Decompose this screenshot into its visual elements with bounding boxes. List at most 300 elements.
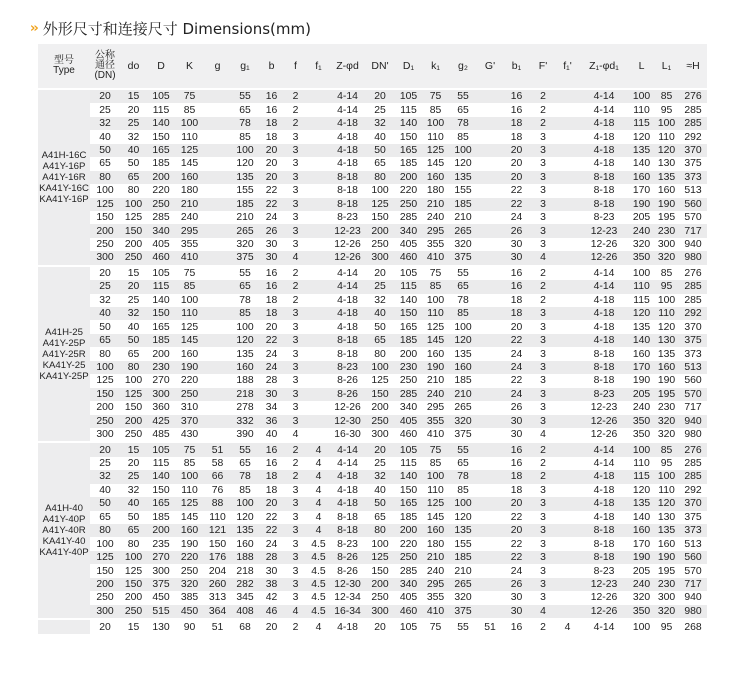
table-cell: 32 [120,130,147,143]
table-cell: 85 [422,457,449,470]
table-cell [556,198,579,211]
table-cell: 350 [629,251,654,266]
table-cell: 100 [120,551,147,564]
section-title-text: 外形尺寸和连接尺寸 Dimensions(mm) [42,19,311,38]
table-cell: 250 [175,388,204,401]
table-cell: 88 [204,497,231,510]
table-cell: 220 [175,374,204,387]
table-cell [307,211,330,224]
table-cell: 100 [365,361,395,374]
table-row [38,157,707,170]
table-cell: 150 [395,307,422,320]
table-cell: 30 [259,564,284,577]
table-cell: 125 [175,144,204,157]
table-cell: 185 [449,551,477,564]
table-cell: 24 [259,211,284,224]
table-cell: 78 [449,294,477,307]
table-cell: 42 [259,591,284,604]
table-cell: 4-18 [579,334,629,347]
table-cell: 4-14 [579,280,629,293]
table-cell: 25 [120,470,147,483]
table-cell: 375 [147,578,175,591]
table-row [38,334,707,347]
table-cell: 100 [449,497,477,510]
column-header: f₁ [307,44,330,90]
table-cell: 185 [231,198,259,211]
table-cell: 4-14 [330,103,365,116]
table-cell: 26 [503,401,530,414]
table-cell: 3 [284,511,307,524]
table-cell: 100 [422,294,449,307]
table-cell: 250 [395,551,422,564]
table-cell: 22 [503,374,530,387]
table-cell: 200 [90,401,120,414]
table-cell: 140 [629,334,654,347]
column-header: ≈H [679,44,707,90]
table-cell: 25 [365,280,395,293]
table-cell: 3 [530,238,556,251]
table-cell: 3 [530,211,556,224]
table-cell: 85 [449,307,477,320]
table-cell: 40 [365,130,395,143]
table-cell: 100 [120,374,147,387]
table-cell [556,443,579,456]
table-cell: 240 [175,211,204,224]
table-cell: 320 [449,238,477,251]
table-cell: 155 [449,184,477,197]
table-cell: 200 [120,238,147,251]
table-cell: 160 [654,537,679,550]
table-cell: 300 [365,605,395,620]
table-cell: 350 [629,415,654,428]
table-cell: 4-14 [579,103,629,116]
table-cell: 188 [231,374,259,387]
table-cell: 4.5 [307,605,330,620]
table-cell: 940 [679,238,707,251]
table-cell [556,334,579,347]
table-row [38,211,707,224]
table-cell: 32 [120,307,147,320]
table-cell: 50 [120,511,147,524]
table-cell: 75 [175,267,204,280]
table-cell: 160 [231,361,259,374]
table-cell: 150 [365,388,395,401]
table-cell: 100 [365,537,395,550]
table-cell: 190 [654,198,679,211]
table-cell: 20 [503,524,530,537]
table-cell: 18 [259,294,284,307]
table-cell: 22 [503,537,530,550]
table-cell: 130 [654,157,679,170]
table-cell: 250 [395,374,422,387]
table-cell: 160 [175,347,204,360]
table-cell: 16 [259,267,284,280]
table-cell: 3 [530,320,556,333]
table-cell [477,347,503,360]
column-header: Z₁-φd₁ [579,44,629,90]
table-cell: 4 [307,457,330,470]
table-cell: 22 [259,511,284,524]
table-cell: 980 [679,251,707,266]
table-cell: 3 [284,578,307,591]
table-cell: 125 [120,564,147,577]
table-cell: 120 [654,144,679,157]
table-cell: 276 [679,443,707,456]
table-cell: 200 [90,578,120,591]
table-cell: 75 [422,443,449,456]
table-cell: 8-26 [330,388,365,401]
table-cell: 250 [90,415,120,428]
table-cell [307,267,330,280]
table-row [38,198,707,211]
table-cell: 320 [449,591,477,604]
table-cell: 75 [175,90,204,103]
table-cell: 205 [629,564,654,577]
table-cell [477,144,503,157]
table-cell: 405 [395,591,422,604]
table-cell: 100 [629,267,654,280]
table-cell: 3 [530,497,556,510]
table-cell: 145 [422,157,449,170]
table-row [38,267,707,280]
table-cell: 8-18 [579,184,629,197]
table-row [38,130,707,143]
table-cell: 85 [231,130,259,143]
table-cell: 75 [422,620,449,635]
table-cell: 210 [422,374,449,387]
table-cell: 8-18 [579,374,629,387]
table-cell: 51 [204,620,231,635]
column-header: b [259,44,284,90]
table-cell: 80 [90,524,120,537]
table-cell: 188 [231,551,259,564]
table-cell [556,294,579,307]
table-cell: 320 [654,415,679,428]
table-cell: 85 [231,307,259,320]
table-cell: 200 [365,224,395,237]
table-cell [307,144,330,157]
table-cell: 155 [231,184,259,197]
table-cell: 120 [231,157,259,170]
table-cell: 115 [147,103,175,116]
table-cell: 125 [365,198,395,211]
table-cell [477,211,503,224]
table-cell: 230 [654,578,679,591]
table-cell: 180 [422,537,449,550]
table-cell [477,415,503,428]
table-cell: 405 [147,238,175,251]
table-cell: 4-18 [330,497,365,510]
table-cell: 8-18 [330,334,365,347]
table-cell: 65 [90,334,120,347]
table-cell: 2 [284,443,307,456]
table-cell: 190 [175,537,204,550]
table-cell: 200 [365,401,395,414]
table-cell: 100 [629,620,654,635]
table-cell: 460 [147,251,175,266]
table-cell: 410 [422,251,449,266]
table-cell: 4-18 [579,320,629,333]
table-cell: 3 [530,564,556,577]
table-cell: 145 [175,511,204,524]
table-cell: 145 [175,334,204,347]
table-cell: 185 [147,511,175,524]
table-cell [477,470,503,483]
table-cell: 210 [175,198,204,211]
column-header: k₁ [422,44,449,90]
table-cell [477,591,503,604]
table-cell: 3 [284,388,307,401]
table-cell: 4-18 [330,320,365,333]
table-cell: 240 [422,388,449,401]
table-cell [204,238,231,251]
table-cell: 373 [679,347,707,360]
table-cell: 95 [654,280,679,293]
table-cell: 50 [365,497,395,510]
table-cell: 210 [422,551,449,564]
table-cell: 120 [654,497,679,510]
table-cell: 345 [231,591,259,604]
table-cell: 4-18 [579,144,629,157]
table-cell: 110 [654,130,679,143]
table-cell: 165 [395,320,422,333]
table-cell: 3 [530,578,556,591]
table-cell: 3 [530,511,556,524]
table-cell: 40 [365,307,395,320]
table-cell: 30 [259,388,284,401]
table-cell: 68 [231,620,259,635]
table-cell [556,157,579,170]
table-cell: 120 [629,307,654,320]
table-cell [307,401,330,414]
table-cell: 160 [175,524,204,537]
table-cell: 105 [395,443,422,456]
table-cell: 4.5 [307,564,330,577]
table-cell: 3 [530,374,556,387]
table-cell [204,267,231,280]
table-cell [556,320,579,333]
table-cell: 125 [90,551,120,564]
table-cell: 300 [365,251,395,266]
table-cell: 405 [395,415,422,428]
table-cell: 200 [365,578,395,591]
table-cell: 95 [654,620,679,635]
table-cell: 80 [90,347,120,360]
table-cell: 3 [284,211,307,224]
table-cell [477,280,503,293]
table-row [38,591,707,604]
table-cell: 140 [395,470,422,483]
table-cell: 8-26 [330,551,365,564]
table-cell: 218 [231,564,259,577]
table-cell: 4 [284,605,307,620]
table-cell: 717 [679,401,707,414]
table-cell: 150 [395,484,422,497]
table-cell: 375 [679,334,707,347]
table-cell: 320 [449,415,477,428]
table-cell: 110 [422,130,449,143]
table-cell: 50 [120,157,147,170]
table-cell: 40 [90,307,120,320]
table-cell: 16 [503,280,530,293]
table-cell [204,374,231,387]
table-cell: 140 [147,117,175,130]
table-row [38,470,707,483]
table-cell [556,347,579,360]
table-cell: 65 [365,157,395,170]
table-cell [477,511,503,524]
table-cell: 340 [147,224,175,237]
table-cell: 20 [120,103,147,116]
table-cell: 200 [395,524,422,537]
table-cell [307,320,330,333]
table-cell: 55 [231,443,259,456]
table-cell: 370 [679,144,707,157]
table-cell: 170 [629,184,654,197]
table-cell [556,130,579,143]
table-cell: 85 [654,90,679,103]
table-cell [477,524,503,537]
table-cell: 3 [530,144,556,157]
table-cell: 110 [175,307,204,320]
column-header: g [204,44,231,90]
table-cell [307,171,330,184]
table-cell: 4-14 [330,267,365,280]
table-cell: 12-23 [579,401,629,414]
table-cell: 110 [654,484,679,497]
table-cell: 40 [90,130,120,143]
table-cell: 200 [120,415,147,428]
column-header: DN' [365,44,395,90]
table-cell [204,157,231,170]
table-cell: 320 [175,578,204,591]
table-cell: 18 [503,307,530,320]
table-cell: 78 [231,294,259,307]
table-cell: 340 [395,224,422,237]
table-cell: 268 [679,620,707,635]
table-row [38,457,707,470]
table-cell: 160 [422,171,449,184]
table-cell: 4-14 [330,457,365,470]
table-cell [477,457,503,470]
table-cell: 16 [259,443,284,456]
table-cell: 300 [90,251,120,266]
table-row [38,524,707,537]
table-cell: 8-26 [330,374,365,387]
table-cell [307,251,330,266]
table-cell: 150 [90,564,120,577]
table-row [38,511,707,524]
table-cell: 80 [365,347,395,360]
column-header: 型号 Type [38,44,90,90]
table-cell [477,103,503,116]
table-cell: 300 [365,428,395,443]
table-cell: 110 [175,130,204,143]
table-cell: 140 [629,157,654,170]
table-cell: 8-18 [579,171,629,184]
table-cell: 100 [629,90,654,103]
table-cell: 160 [422,347,449,360]
table-cell: 12-30 [330,415,365,428]
table-cell: 130 [147,620,175,635]
table-cell: 16 [503,620,530,635]
table-cell: 4-18 [330,620,365,635]
table-cell: 4.5 [307,578,330,591]
table-cell: 135 [231,171,259,184]
table-cell: 180 [175,184,204,197]
table-cell: 250 [90,238,120,251]
table-cell: 375 [449,251,477,266]
column-header: D₁ [395,44,422,90]
table-cell: 265 [449,224,477,237]
table-cell: 8-18 [330,184,365,197]
table-cell: 160 [629,171,654,184]
table-cell: 332 [231,415,259,428]
table-cell: 130 [654,334,679,347]
table-row [38,388,707,401]
table-cell: 40 [90,484,120,497]
table-cell [556,564,579,577]
table-cell: 4.5 [307,551,330,564]
table-cell: 200 [395,347,422,360]
table-cell: 185 [395,511,422,524]
table-cell: 3 [530,415,556,428]
table-cell [477,294,503,307]
table-cell: 115 [395,103,422,116]
table-cell: 150 [204,537,231,550]
table-cell: 3 [284,537,307,550]
table-cell: 3 [530,334,556,347]
table-cell: 260 [204,578,231,591]
table-cell: 130 [654,511,679,524]
table-cell: 100 [90,184,120,197]
table-cell: 16 [503,443,530,456]
table-cell [556,457,579,470]
table-cell: 190 [629,374,654,387]
table-cell: 4 [307,620,330,635]
table-cell [204,361,231,374]
table-cell: 230 [395,361,422,374]
table-cell: 276 [679,90,707,103]
table-cell: 3 [530,388,556,401]
table-cell: 100 [629,443,654,456]
model-type-cell: A41H-40 A41Y-40P A41Y-40R KA41Y-40 KA41Y-40P [38,443,90,620]
table-cell: 570 [679,211,707,224]
table-cell: 3 [530,401,556,414]
table-cell: 22 [503,184,530,197]
table-cell: 204 [204,564,231,577]
table-cell [307,388,330,401]
table-cell: 24 [503,388,530,401]
table-row [38,103,707,116]
table-cell: 20 [90,267,120,280]
table-cell: 32 [90,294,120,307]
table-cell: 8-26 [330,564,365,577]
table-cell: 278 [231,401,259,414]
table-cell: 125 [365,374,395,387]
table-cell: 16 [503,267,530,280]
table-cell: 320 [629,591,654,604]
column-header: f₁' [556,44,579,90]
table-cell: 3 [284,564,307,577]
table-cell: 12-30 [330,578,365,591]
table-cell: 2 [530,470,556,483]
column-header: do [120,44,147,90]
table-cell: 120 [449,157,477,170]
table-cell: 32 [365,294,395,307]
table-cell: 55 [449,267,477,280]
table-cell: 570 [679,388,707,401]
